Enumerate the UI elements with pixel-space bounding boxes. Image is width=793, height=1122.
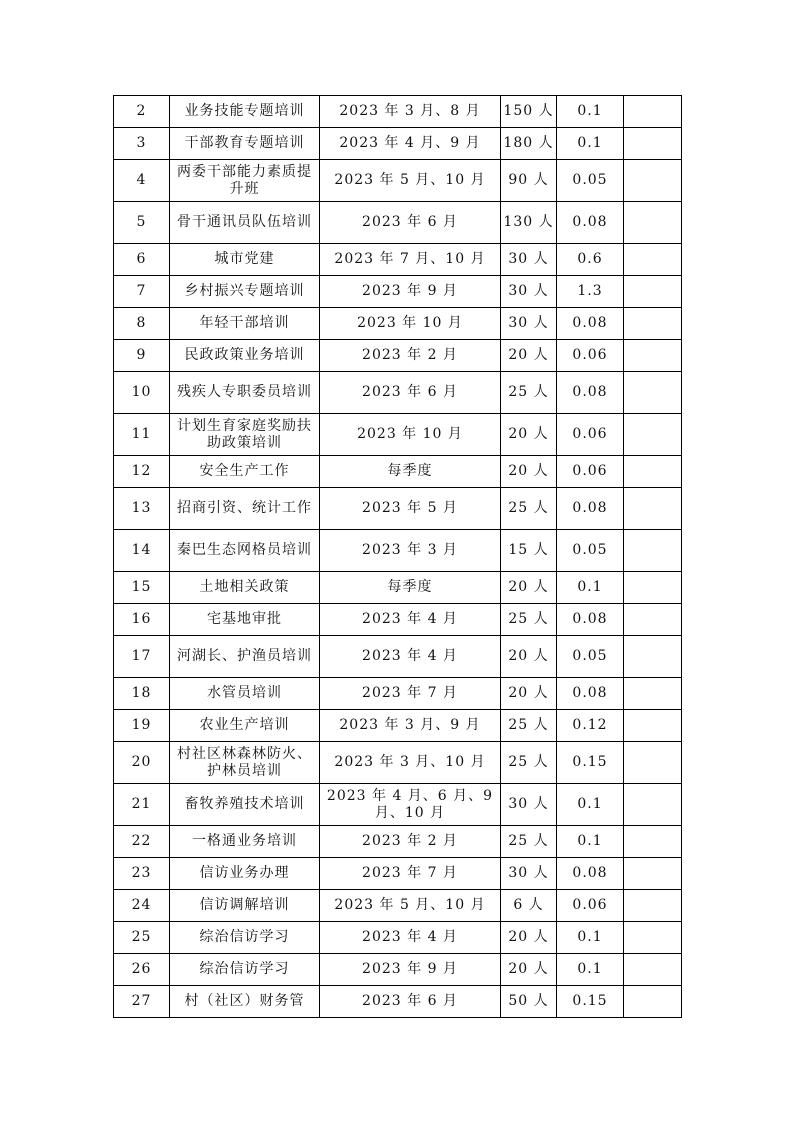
row-number-cell: 11 <box>114 414 170 456</box>
participant-count-cell: 20 人 <box>501 954 557 986</box>
participant-count-cell: 20 人 <box>501 340 557 372</box>
fund-amount-cell: 0.08 <box>557 202 624 244</box>
training-plan-table <box>113 95 682 1018</box>
training-time-cell: 每季度 <box>320 456 501 488</box>
row-number-cell: 2 <box>114 96 170 128</box>
remark-cell <box>624 742 682 784</box>
fund-amount-cell: 0.1 <box>557 922 624 954</box>
row-number-cell: 6 <box>114 244 170 276</box>
row-number-cell: 21 <box>114 784 170 826</box>
table-row <box>114 340 682 372</box>
participant-count-cell: 15 人 <box>501 530 557 572</box>
table-body <box>114 96 682 1018</box>
training-time-cell: 2023 年 2 月 <box>320 340 501 372</box>
remark-cell <box>624 456 682 488</box>
participant-count-cell: 25 人 <box>501 742 557 784</box>
participant-count-cell: 20 人 <box>501 678 557 710</box>
remark-cell <box>624 160 682 202</box>
training-time-cell: 2023 年 4 月 <box>320 604 501 636</box>
remark-cell <box>624 710 682 742</box>
table-row <box>114 372 682 414</box>
remark-cell <box>624 954 682 986</box>
training-time-cell: 2023 年 2 月 <box>320 826 501 858</box>
row-number-cell: 18 <box>114 678 170 710</box>
training-time-cell: 2023 年 5 月 <box>320 488 501 530</box>
training-name-cell: 信访调解培训 <box>170 890 320 922</box>
training-time-cell: 2023 年 4 月、9 月 <box>320 128 501 160</box>
training-name-cell: 村（社区）财务管 <box>170 986 320 1018</box>
remark-cell <box>624 604 682 636</box>
training-time-cell: 2023 年 4 月 <box>320 922 501 954</box>
participant-count-cell: 25 人 <box>501 488 557 530</box>
fund-amount-cell: 0.12 <box>557 710 624 742</box>
fund-amount-cell: 0.06 <box>557 456 624 488</box>
participant-count-cell: 20 人 <box>501 636 557 678</box>
training-time-cell: 2023 年 9 月 <box>320 954 501 986</box>
training-time-cell: 2023 年 6 月 <box>320 986 501 1018</box>
training-time-cell: 2023 年 3 月 <box>320 530 501 572</box>
training-name-cell: 信访业务办理 <box>170 858 320 890</box>
training-time-cell: 每季度 <box>320 572 501 604</box>
fund-amount-cell: 0.08 <box>557 488 624 530</box>
table-row <box>114 954 682 986</box>
training-time-cell: 2023 年 3 月、10 月 <box>320 742 501 784</box>
fund-amount-cell: 0.06 <box>557 340 624 372</box>
training-name-cell: 水管员培训 <box>170 678 320 710</box>
row-number-cell: 3 <box>114 128 170 160</box>
training-time-cell: 2023 年 10 月 <box>320 414 501 456</box>
training-name-cell: 乡村振兴专题培训 <box>170 276 320 308</box>
fund-amount-cell: 0.15 <box>557 742 624 784</box>
fund-amount-cell: 0.08 <box>557 858 624 890</box>
row-number-cell: 4 <box>114 160 170 202</box>
participant-count-cell: 30 人 <box>501 784 557 826</box>
participant-count-cell: 30 人 <box>501 276 557 308</box>
table-row <box>114 96 682 128</box>
training-name-cell: 安全生产工作 <box>170 456 320 488</box>
training-time-cell: 2023 年 5 月、10 月 <box>320 890 501 922</box>
row-number-cell: 22 <box>114 826 170 858</box>
fund-amount-cell: 0.1 <box>557 96 624 128</box>
table-row <box>114 636 682 678</box>
table-row <box>114 858 682 890</box>
table-row <box>114 308 682 340</box>
fund-amount-cell: 0.1 <box>557 128 624 160</box>
participant-count-cell: 90 人 <box>501 160 557 202</box>
row-number-cell: 23 <box>114 858 170 890</box>
table-row <box>114 604 682 636</box>
training-name-cell: 综治信访学习 <box>170 954 320 986</box>
training-name-cell: 秦巴生态网格员培训 <box>170 530 320 572</box>
training-name-cell: 综治信访学习 <box>170 922 320 954</box>
fund-amount-cell: 0.05 <box>557 160 624 202</box>
participant-count-cell: 50 人 <box>501 986 557 1018</box>
participant-count-cell: 30 人 <box>501 244 557 276</box>
row-number-cell: 24 <box>114 890 170 922</box>
remark-cell <box>624 308 682 340</box>
remark-cell <box>624 414 682 456</box>
participant-count-cell: 20 人 <box>501 414 557 456</box>
remark-cell <box>624 244 682 276</box>
training-time-cell: 2023 年 6 月 <box>320 372 501 414</box>
remark-cell <box>624 784 682 826</box>
participant-count-cell: 20 人 <box>501 922 557 954</box>
fund-amount-cell: 0.08 <box>557 678 624 710</box>
training-name-cell: 畜牧养殖技术培训 <box>170 784 320 826</box>
table-row <box>114 922 682 954</box>
participant-count-cell: 25 人 <box>501 710 557 742</box>
training-time-cell: 2023 年 4 月 <box>320 636 501 678</box>
row-number-cell: 17 <box>114 636 170 678</box>
table-row <box>114 742 682 784</box>
row-number-cell: 12 <box>114 456 170 488</box>
participant-count-cell: 25 人 <box>501 826 557 858</box>
participant-count-cell: 6 人 <box>501 890 557 922</box>
participant-count-cell: 25 人 <box>501 372 557 414</box>
participant-count-cell: 150 人 <box>501 96 557 128</box>
row-number-cell: 9 <box>114 340 170 372</box>
table-row <box>114 784 682 826</box>
remark-cell <box>624 96 682 128</box>
row-number-cell: 5 <box>114 202 170 244</box>
remark-cell <box>624 678 682 710</box>
table-row <box>114 890 682 922</box>
training-name-cell: 宅基地审批 <box>170 604 320 636</box>
row-number-cell: 10 <box>114 372 170 414</box>
training-time-cell: 2023 年 3 月、9 月 <box>320 710 501 742</box>
remark-cell <box>624 572 682 604</box>
training-name-cell: 干部教育专题培训 <box>170 128 320 160</box>
remark-cell <box>624 372 682 414</box>
remark-cell <box>624 276 682 308</box>
fund-amount-cell: 0.05 <box>557 530 624 572</box>
table-row <box>114 276 682 308</box>
participant-count-cell: 130 人 <box>501 202 557 244</box>
remark-cell <box>624 530 682 572</box>
table-row <box>114 488 682 530</box>
training-time-cell: 2023 年 4 月、6 月、9 月、10 月 <box>320 784 501 826</box>
fund-amount-cell: 0.6 <box>557 244 624 276</box>
fund-amount-cell: 0.06 <box>557 414 624 456</box>
training-name-cell: 土地相关政策 <box>170 572 320 604</box>
training-time-cell: 2023 年 7 月、10 月 <box>320 244 501 276</box>
training-name-cell: 业务技能专题培训 <box>170 96 320 128</box>
table-row <box>114 456 682 488</box>
training-name-cell: 城市党建 <box>170 244 320 276</box>
fund-amount-cell: 1.3 <box>557 276 624 308</box>
remark-cell <box>624 890 682 922</box>
training-name-cell: 计划生育家庭奖励扶助政策培训 <box>170 414 320 456</box>
row-number-cell: 25 <box>114 922 170 954</box>
table-row <box>114 678 682 710</box>
remark-cell <box>624 636 682 678</box>
training-time-cell: 2023 年 10 月 <box>320 308 501 340</box>
row-number-cell: 26 <box>114 954 170 986</box>
training-name-cell: 一格通业务培训 <box>170 826 320 858</box>
row-number-cell: 8 <box>114 308 170 340</box>
training-name-cell: 村社区林森林防火、护林员培训 <box>170 742 320 784</box>
fund-amount-cell: 0.08 <box>557 372 624 414</box>
training-name-cell: 骨干通讯员队伍培训 <box>170 202 320 244</box>
table-row <box>114 244 682 276</box>
training-time-cell: 2023 年 6 月 <box>320 202 501 244</box>
training-time-cell: 2023 年 7 月 <box>320 678 501 710</box>
training-time-cell: 2023 年 5 月、10 月 <box>320 160 501 202</box>
fund-amount-cell: 0.1 <box>557 954 624 986</box>
table-row <box>114 160 682 202</box>
participant-count-cell: 30 人 <box>501 308 557 340</box>
fund-amount-cell: 0.1 <box>557 572 624 604</box>
training-time-cell: 2023 年 9 月 <box>320 276 501 308</box>
remark-cell <box>624 202 682 244</box>
row-number-cell: 27 <box>114 986 170 1018</box>
participant-count-cell: 20 人 <box>501 572 557 604</box>
training-name-cell: 河湖长、护渔员培训 <box>170 636 320 678</box>
fund-amount-cell: 0.15 <box>557 986 624 1018</box>
training-time-cell: 2023 年 7 月 <box>320 858 501 890</box>
training-name-cell: 残疾人专职委员培训 <box>170 372 320 414</box>
remark-cell <box>624 340 682 372</box>
remark-cell <box>624 488 682 530</box>
row-number-cell: 20 <box>114 742 170 784</box>
training-name-cell: 招商引资、统计工作 <box>170 488 320 530</box>
fund-amount-cell: 0.05 <box>557 636 624 678</box>
row-number-cell: 14 <box>114 530 170 572</box>
training-name-cell: 年轻干部培训 <box>170 308 320 340</box>
table-row <box>114 572 682 604</box>
fund-amount-cell: 0.06 <box>557 890 624 922</box>
participant-count-cell: 20 人 <box>501 456 557 488</box>
table-row <box>114 128 682 160</box>
table-row <box>114 986 682 1018</box>
table-row <box>114 826 682 858</box>
row-number-cell: 16 <box>114 604 170 636</box>
participant-count-cell: 25 人 <box>501 604 557 636</box>
fund-amount-cell: 0.08 <box>557 308 624 340</box>
fund-amount-cell: 0.1 <box>557 784 624 826</box>
training-time-cell: 2023 年 3 月、8 月 <box>320 96 501 128</box>
participant-count-cell: 180 人 <box>501 128 557 160</box>
table-row <box>114 414 682 456</box>
fund-amount-cell: 0.1 <box>557 826 624 858</box>
remark-cell <box>624 922 682 954</box>
remark-cell <box>624 858 682 890</box>
fund-amount-cell: 0.08 <box>557 604 624 636</box>
table-row <box>114 530 682 572</box>
row-number-cell: 7 <box>114 276 170 308</box>
table-row <box>114 710 682 742</box>
table-row <box>114 202 682 244</box>
remark-cell <box>624 128 682 160</box>
participant-count-cell: 30 人 <box>501 858 557 890</box>
remark-cell <box>624 826 682 858</box>
remark-cell <box>624 986 682 1018</box>
row-number-cell: 15 <box>114 572 170 604</box>
row-number-cell: 13 <box>114 488 170 530</box>
training-name-cell: 民政政策业务培训 <box>170 340 320 372</box>
training-name-cell: 两委干部能力素质提升班 <box>170 160 320 202</box>
row-number-cell: 19 <box>114 710 170 742</box>
training-name-cell: 农业生产培训 <box>170 710 320 742</box>
